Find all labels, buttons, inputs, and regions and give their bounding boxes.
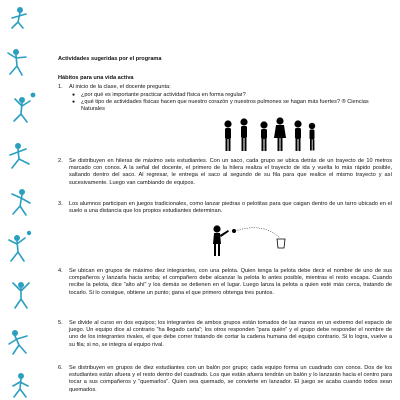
item-text: Los alumnos participan en juegos tradicionales, como lanzar piedras o pelotitas para que caigan dentro de un tarro ubicado en el suelo a una distancia que los propios estudiantes determinan. bbox=[69, 201, 392, 215]
jumping-figure-icon bbox=[14, 93, 35, 122]
kicking-figure-icon bbox=[10, 143, 29, 168]
dancing-figure-icon bbox=[12, 189, 30, 215]
lifting-figure-icon bbox=[13, 282, 29, 308]
bullet-icon: ● bbox=[72, 99, 76, 105]
children-group-illustration bbox=[220, 116, 320, 156]
item-text: Se divide al curso en dos equipos; los integrantes de ambos grupos están tomados de las manos en un extremo del espacio de juego. Un equipo dice al contrario “ha llegado carta”; los otros responden “para quién” y el grupo debe responder el nombre de uno de los integrantes rivales, el que debe correr tratando de cortar la cadena humana del equipo contrario. Si lo logra, vuelve a su fila; si no, se integra al equipo rival. bbox=[69, 320, 392, 348]
item-number: 1. bbox=[58, 84, 63, 90]
item-number: 2. bbox=[58, 158, 63, 164]
item-number: 4. bbox=[58, 268, 63, 274]
item-text: Al inicio de la clase, el docente pregunta: bbox=[69, 84, 171, 90]
bullet-text: ¿qué tipo de actividades físicas hacen que nuestro corazón y nuestros pulmones se hagan más fuertes? ® Ciencias Naturales bbox=[81, 99, 369, 113]
document-page bbox=[58, 0, 392, 400]
item-number: 5. bbox=[58, 320, 63, 326]
item-number: 6. bbox=[58, 365, 63, 371]
item-number: 3. bbox=[58, 201, 63, 207]
stretching-figure-icon bbox=[8, 49, 26, 75]
throwing-figure-icon bbox=[9, 231, 31, 261]
throwing-child-illustration bbox=[208, 224, 298, 258]
page-title: Actividades sugeridas por el programa bbox=[58, 56, 162, 62]
section-title: Hábitos para una vida activa bbox=[58, 75, 134, 81]
sidebar-decoration bbox=[0, 0, 42, 400]
bending-figure-icon bbox=[9, 330, 27, 354]
item-text: Se distribuyen en grupos de diez estudiantes con un balón por grupo; cada equipo forma un cuadrado con conos. Dos de los estudiantes están afuera y el resto dentro del cuadrado. Los que están afuera tendrán un balón y lo lanzarán hacia el centro para tocar a sus compañeros y “quemarlos”. Quien sea quemado, se convierte en lanzador. El juego se acaba cuando todos sean quemados. bbox=[69, 365, 392, 393]
item-text: Se ubican en grupos de máximo diez integrantes, con una pelota. Quien tenga la pelota debe decir el nombre de uno de sus compañeros y lanzarla hacia arriba; el compañero debe alcanzar la pelota lo antes posible, mientras el resto escapa. Cuando recibe la pelota, dice “alto ahí” y los demás se detienen en el lugar. Luego lanza la pelota a quien esté más cerca, tratando de tocarlo. Si lo consigue, obtiene un punto; gana el que primero obtenga tres puntos. bbox=[69, 268, 392, 296]
bullet-text: ¿por qué es importante practicar actividad física en forma regular? bbox=[81, 91, 246, 98]
item-text: Se distribuyen en hileras de máximo seis estudiantes. Con un saco, cada grupo se ubica detrás de un trayecto de 10 metros marcado con conos. A la señal del docente, el primero de la hilera realiza el trayecto de ida y vuelta lo más rápido posible, saltando dentro del saco. Al regresar, le entrega el saco al segundo de su fila para que realice el mismo trayecto y así sucesivamente. Luego van cambiando de equipos. bbox=[69, 158, 392, 186]
bullet-icon: ● bbox=[72, 91, 76, 98]
walking-figure-icon bbox=[13, 373, 28, 397]
runner-icon bbox=[12, 7, 26, 28]
